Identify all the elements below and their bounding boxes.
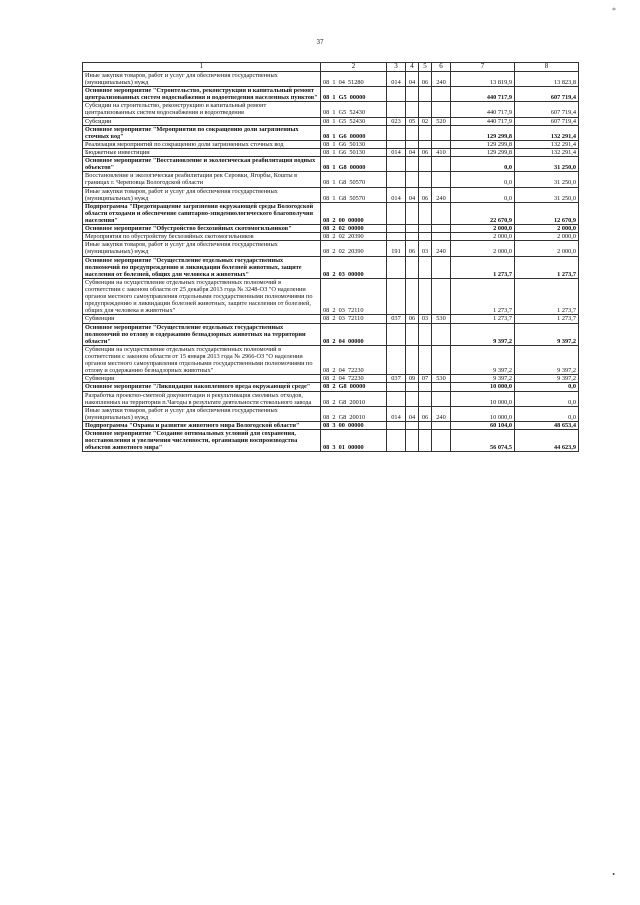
amount-year2-cell: 132 291,4	[515, 149, 579, 157]
ministry-code-cell	[387, 140, 406, 148]
header-cell: 1	[83, 63, 321, 72]
subsection-code-cell	[419, 87, 432, 102]
amount-year1-cell: 9 397,2	[451, 375, 515, 383]
amount-year2-cell: 2 000,0	[515, 225, 579, 233]
section-code-cell: 04	[406, 71, 419, 86]
subsection-code-cell: 02	[419, 117, 432, 125]
header-cell: 5	[419, 63, 432, 72]
expense-type-cell: 410	[432, 149, 451, 157]
ministry-code-cell: 037	[387, 315, 406, 323]
section-code-cell	[406, 233, 419, 241]
section-code-cell	[406, 323, 419, 345]
budget-table	[82, 62, 579, 452]
table-row	[83, 391, 579, 406]
subsection-code-cell	[419, 391, 432, 406]
table-row	[83, 125, 579, 140]
classification-code-cell: 08 2 00 00000	[321, 202, 387, 224]
section-code-cell	[406, 278, 419, 315]
classification-code-cell: 08 2 02 20390	[321, 241, 387, 256]
ministry-code-cell	[387, 391, 406, 406]
expense-type-cell: 520	[432, 117, 451, 125]
subsection-code-cell	[419, 157, 432, 172]
classification-code-cell: 08 1 G5 00000	[321, 87, 387, 102]
ministry-code-cell	[387, 278, 406, 315]
classification-code-cell: 08 1 G5 52430	[321, 117, 387, 125]
section-code-cell	[406, 172, 419, 187]
ministry-code-cell	[387, 421, 406, 429]
subsection-code-cell	[419, 278, 432, 315]
subsection-code-cell	[419, 225, 432, 233]
row-name-cell: Субвенции на осуществление отдельных государственных полномочий в соответствии с законом области от 15 января 2013 года № 2966-ОЗ "О наделении органов местного самоуправления отдельными государственными полномочиями по отлову и содержанию безнадзорных животных"	[83, 345, 321, 374]
ministry-code-cell	[387, 87, 406, 102]
ministry-code-cell	[387, 157, 406, 172]
section-code-cell	[406, 345, 419, 374]
subsection-code-cell: 06	[419, 71, 432, 86]
amount-year1-cell: 0,0	[451, 157, 515, 172]
table-row	[83, 71, 579, 86]
expense-type-cell	[432, 421, 451, 429]
classification-code-cell: 08 2 03 72110	[321, 278, 387, 315]
expense-type-cell: 240	[432, 406, 451, 421]
table-row	[83, 202, 579, 224]
classification-code-cell: 08 2 G8 00000	[321, 383, 387, 391]
subsection-code-cell	[419, 256, 432, 278]
classification-code-cell: 08 1 G8 50570	[321, 172, 387, 187]
subsection-code-cell: 06	[419, 187, 432, 202]
ministry-code-cell	[387, 256, 406, 278]
row-name-cell: Основное мероприятие "Обустройство бесхозяйных скотомогильников"	[83, 225, 321, 233]
header-cell: 6	[432, 63, 451, 72]
section-code-cell: 04	[406, 187, 419, 202]
header-cell: 7	[451, 63, 515, 72]
section-code-cell: 04	[406, 406, 419, 421]
section-code-cell	[406, 256, 419, 278]
expense-type-cell	[432, 391, 451, 406]
classification-code-cell: 08 2 03 72110	[321, 315, 387, 323]
expense-type-cell: 240	[432, 187, 451, 202]
amount-year2-cell: 1 273,7	[515, 315, 579, 323]
ministry-code-cell	[387, 233, 406, 241]
table-row	[83, 345, 579, 374]
amount-year2-cell: 607 719,4	[515, 102, 579, 117]
row-name-cell: Основное мероприятие "Создание оптимальных условий для сохранения, восстановления и увеличения численности, организации воспроизводства объектов животного мира"	[83, 430, 321, 452]
amount-year2-cell: 2 000,0	[515, 241, 579, 256]
section-code-cell	[406, 125, 419, 140]
row-name-cell: Основное мероприятие "Ликвидация накопленного вреда окружающей среде"	[83, 383, 321, 391]
ministry-code-cell	[387, 202, 406, 224]
subsection-code-cell	[419, 430, 432, 452]
amount-year2-cell: 2 000,0	[515, 233, 579, 241]
section-code-cell	[406, 87, 419, 102]
ministry-code-cell: 023	[387, 117, 406, 125]
subsection-code-cell	[419, 202, 432, 224]
table-row	[83, 117, 579, 125]
table-row	[83, 102, 579, 117]
row-name-cell: Иные закупки товаров, работ и услуг для обеспечения государственных (муниципальных) нужд	[83, 406, 321, 421]
subsection-code-cell	[419, 421, 432, 429]
amount-year2-cell: 48 653,4	[515, 421, 579, 429]
amount-year1-cell: 2 000,0	[451, 241, 515, 256]
classification-code-cell: 08 1 G6 00000	[321, 125, 387, 140]
subsection-code-cell	[419, 172, 432, 187]
row-name-cell: Субсидии	[83, 117, 321, 125]
expense-type-cell: 240	[432, 241, 451, 256]
amount-year2-cell: 0,0	[515, 383, 579, 391]
expense-type-cell	[432, 323, 451, 345]
amount-year2-cell: 9 397,2	[515, 345, 579, 374]
amount-year1-cell: 56 074,5	[451, 430, 515, 452]
amount-year1-cell: 440 717,9	[451, 102, 515, 117]
row-name-cell: Иные закупки товаров, работ и услуг для обеспечения государственных (муниципальных) нужд	[83, 187, 321, 202]
table-row	[83, 375, 579, 383]
amount-year2-cell: 607 719,4	[515, 87, 579, 102]
amount-year1-cell: 0,0	[451, 172, 515, 187]
table-row	[83, 157, 579, 172]
row-name-cell: Субвенции на осуществление отдельных государственных полномочий в соответствии с законом области от 25 декабря 2013 года № 3248-ОЗ "О наделении органов местного самоуправления отдельными государственными полномочиями по предупреждению и ликвидации болезней животных, защите населения от болезней, общих для человека и животных"	[83, 278, 321, 315]
section-code-cell	[406, 102, 419, 117]
table-row	[83, 406, 579, 421]
section-code-cell: 05	[406, 117, 419, 125]
subsection-code-cell: 03	[419, 315, 432, 323]
row-name-cell: Мероприятия по обустройству бесхозяйных скотомогильников	[83, 233, 321, 241]
classification-code-cell: 08 3 01 00000	[321, 430, 387, 452]
section-code-cell	[406, 421, 419, 429]
classification-code-cell: 08 2 04 72230	[321, 345, 387, 374]
subsection-code-cell	[419, 102, 432, 117]
section-code-cell	[406, 225, 419, 233]
table-row	[83, 241, 579, 256]
amount-year1-cell: 440 717,9	[451, 117, 515, 125]
expense-type-cell	[432, 102, 451, 117]
subsection-code-cell: 06	[419, 149, 432, 157]
classification-code-cell: 08 1 04 51280	[321, 71, 387, 86]
table-row	[83, 225, 579, 233]
classification-code-cell: 08 1 G6 50130	[321, 140, 387, 148]
ministry-code-cell: 014	[387, 406, 406, 421]
ministry-code-cell	[387, 125, 406, 140]
table-row	[83, 430, 579, 452]
expense-type-cell	[432, 140, 451, 148]
row-name-cell: Субвенции	[83, 375, 321, 383]
table-row	[83, 278, 579, 315]
header-cell: 4	[406, 63, 419, 72]
amount-year2-cell: 132 291,4	[515, 140, 579, 148]
amount-year2-cell: 13 823,8	[515, 71, 579, 86]
amount-year1-cell: 22 670,9	[451, 202, 515, 224]
amount-year2-cell: 44 623,9	[515, 430, 579, 452]
amount-year1-cell: 10 000,0	[451, 383, 515, 391]
expense-type-cell	[432, 157, 451, 172]
amount-year2-cell: 607 719,4	[515, 117, 579, 125]
table-row	[83, 323, 579, 345]
classification-code-cell: 08 2 G8 20010	[321, 406, 387, 421]
classification-code-cell: 08 1 G6 50130	[321, 149, 387, 157]
amount-year2-cell: 1 273,7	[515, 256, 579, 278]
section-code-cell: 06	[406, 315, 419, 323]
ministry-code-cell	[387, 172, 406, 187]
ministry-code-cell: 037	[387, 375, 406, 383]
section-code-cell	[406, 383, 419, 391]
ministry-code-cell: 014	[387, 149, 406, 157]
row-name-cell: Иные закупки товаров, работ и услуг для обеспечения государственных (муниципальных) нужд	[83, 241, 321, 256]
expense-type-cell	[432, 172, 451, 187]
table-row	[83, 187, 579, 202]
amount-year1-cell: 0,0	[451, 187, 515, 202]
subsection-code-cell	[419, 383, 432, 391]
table-row	[83, 149, 579, 157]
section-code-cell	[406, 430, 419, 452]
expense-type-cell: 530	[432, 315, 451, 323]
classification-code-cell: 08 3 00 00000	[321, 421, 387, 429]
amount-year1-cell: 129 299,8	[451, 140, 515, 148]
amount-year2-cell: 0,0	[515, 391, 579, 406]
table-row	[83, 87, 579, 102]
row-name-cell: Основное мероприятие "Осуществление отдельных государственных полномочий по предупреждению и ликвидации болезней животных, защите населения от болезней, общих для человека и животных"	[83, 256, 321, 278]
expense-type-cell	[432, 430, 451, 452]
table-header-row	[83, 63, 579, 72]
row-name-cell: Основное мероприятие "Строительство, реконструкция и капитальный ремонт централизованных систем водоснабжения и водоотведения населенных пунктов"	[83, 87, 321, 102]
row-name-cell: Основное мероприятие "Восстановление и экологическая реабилитация водных объектов"	[83, 157, 321, 172]
expense-type-cell	[432, 345, 451, 374]
scan-mark-bottom: •	[612, 870, 615, 879]
classification-code-cell: 08 2 04 00000	[321, 323, 387, 345]
section-code-cell	[406, 140, 419, 148]
amount-year1-cell: 1 273,7	[451, 278, 515, 315]
amount-year1-cell: 440 717,9	[451, 87, 515, 102]
header-cell: 3	[387, 63, 406, 72]
amount-year1-cell: 1 273,7	[451, 256, 515, 278]
ministry-code-cell: 014	[387, 71, 406, 86]
ministry-code-cell	[387, 102, 406, 117]
expense-type-cell	[432, 202, 451, 224]
ministry-code-cell	[387, 225, 406, 233]
table-row	[83, 315, 579, 323]
subsection-code-cell	[419, 125, 432, 140]
row-name-cell: Основное мероприятие "Мероприятия по сокращению доли загрязненных сточных вод"	[83, 125, 321, 140]
subsection-code-cell	[419, 140, 432, 148]
amount-year2-cell: 31 250,0	[515, 157, 579, 172]
classification-code-cell: 08 1 G8 50570	[321, 187, 387, 202]
expense-type-cell	[432, 225, 451, 233]
expense-type-cell	[432, 278, 451, 315]
amount-year1-cell: 2 000,0	[451, 225, 515, 233]
row-name-cell: Бюджетные инвестиции	[83, 149, 321, 157]
row-name-cell: Подпрограмма "Охрана и развитие животного мира Вологодской области"	[83, 421, 321, 429]
row-name-cell: Субвенции	[83, 315, 321, 323]
table-row	[83, 140, 579, 148]
table-row	[83, 421, 579, 429]
scan-mark-top: *	[612, 6, 616, 15]
ministry-code-cell: 191	[387, 241, 406, 256]
amount-year2-cell: 12 670,9	[515, 202, 579, 224]
section-code-cell: 04	[406, 149, 419, 157]
row-name-cell: Основное мероприятие "Осуществление отдельных государственных полномочий по отлову и содержанию безнадзорных животных на территории области"	[83, 323, 321, 345]
section-code-cell: 06	[406, 241, 419, 256]
table-row	[83, 256, 579, 278]
expense-type-cell: 530	[432, 375, 451, 383]
amount-year1-cell: 10 000,0	[451, 391, 515, 406]
ministry-code-cell	[387, 383, 406, 391]
classification-code-cell: 08 2 04 72230	[321, 375, 387, 383]
classification-code-cell: 08 2 02 20390	[321, 233, 387, 241]
classification-code-cell: 08 2 03 00000	[321, 256, 387, 278]
expense-type-cell	[432, 383, 451, 391]
classification-code-cell: 08 2 02 00000	[321, 225, 387, 233]
amount-year1-cell: 60 104,0	[451, 421, 515, 429]
expense-type-cell	[432, 233, 451, 241]
subsection-code-cell	[419, 345, 432, 374]
amount-year2-cell: 0,0	[515, 406, 579, 421]
classification-code-cell: 08 1 G8 00000	[321, 157, 387, 172]
amount-year1-cell: 129 299,8	[451, 149, 515, 157]
section-code-cell	[406, 157, 419, 172]
expense-type-cell: 240	[432, 71, 451, 86]
row-name-cell: Восстановление и экологическая реабилитация рек Серовки, Ягорбы, Кошты в границах г. Череповца Вологодской области	[83, 172, 321, 187]
header-cell: 8	[515, 63, 579, 72]
section-code-cell: 09	[406, 375, 419, 383]
ministry-code-cell: 014	[387, 187, 406, 202]
row-name-cell: Субсидии на строительство, реконструкцию и капитальный ремонт централизованных систем водоснабжения и водоотведения	[83, 102, 321, 117]
amount-year1-cell: 10 000,0	[451, 406, 515, 421]
amount-year2-cell: 9 397,2	[515, 323, 579, 345]
classification-code-cell: 08 1 G5 52430	[321, 102, 387, 117]
row-name-cell: Разработка проектно-сметной документации и рекультивация смоляных отходов, накопленных на территории п.Чагоды в результате деятельности стекольного завода	[83, 391, 321, 406]
subsection-code-cell: 03	[419, 241, 432, 256]
ministry-code-cell	[387, 430, 406, 452]
section-code-cell	[406, 391, 419, 406]
classification-code-cell: 08 2 G8 20010	[321, 391, 387, 406]
ministry-code-cell	[387, 323, 406, 345]
subsection-code-cell: 07	[419, 375, 432, 383]
row-name-cell: Реализация мероприятий по сокращению доли загрязненных сточных вод	[83, 140, 321, 148]
page-number: 37	[316, 38, 324, 46]
expense-type-cell	[432, 256, 451, 278]
table-row	[83, 233, 579, 241]
amount-year1-cell: 2 000,0	[451, 233, 515, 241]
row-name-cell: Подпрограмма "Предотвращение загрязнения окружающей среды Вологодской области отходами и обеспечение санитарно-эпидемиологического благополучия населения"	[83, 202, 321, 224]
amount-year2-cell: 9 397,2	[515, 375, 579, 383]
subsection-code-cell	[419, 323, 432, 345]
expense-type-cell	[432, 125, 451, 140]
amount-year1-cell: 9 397,2	[451, 323, 515, 345]
subsection-code-cell	[419, 233, 432, 241]
header-cell: 2	[321, 63, 387, 72]
subsection-code-cell: 06	[419, 406, 432, 421]
amount-year2-cell: 132 291,4	[515, 125, 579, 140]
amount-year1-cell: 13 819,9	[451, 71, 515, 86]
amount-year2-cell: 31 250,0	[515, 172, 579, 187]
ministry-code-cell	[387, 345, 406, 374]
amount-year2-cell: 1 273,7	[515, 278, 579, 315]
amount-year1-cell: 1 273,7	[451, 315, 515, 323]
table-row	[83, 383, 579, 391]
section-code-cell	[406, 202, 419, 224]
expense-type-cell	[432, 87, 451, 102]
amount-year1-cell: 9 397,2	[451, 345, 515, 374]
amount-year2-cell: 31 250,0	[515, 187, 579, 202]
amount-year1-cell: 129 299,8	[451, 125, 515, 140]
row-name-cell: Иные закупки товаров, работ и услуг для обеспечения государственных (муниципальных) нужд	[83, 71, 321, 86]
table-row	[83, 172, 579, 187]
